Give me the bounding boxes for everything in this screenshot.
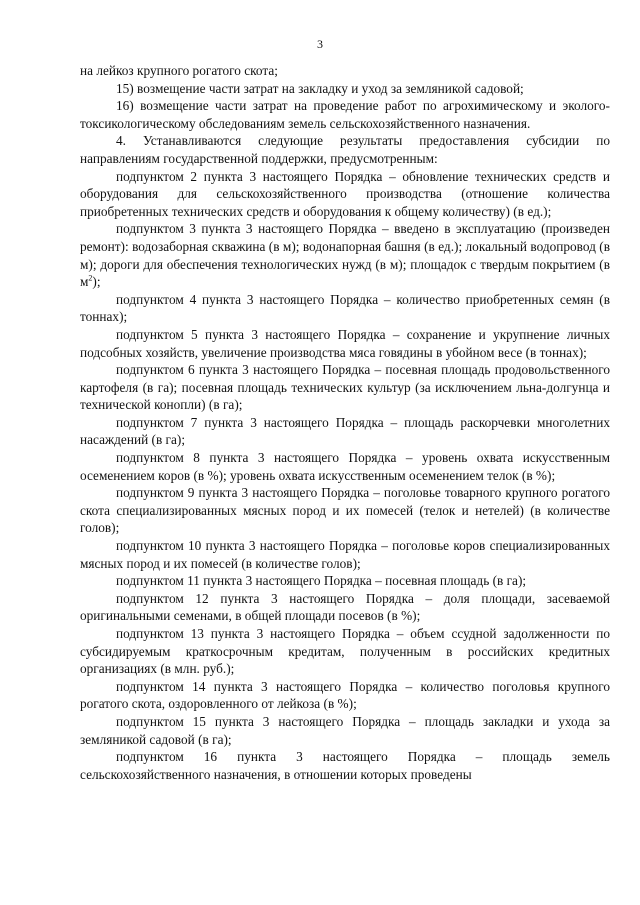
paragraph: подпунктом 10 пункта 3 настоящего Порядка – поголовье коров специализированных мясных пород и их помесей (в количестве голов);: [80, 538, 610, 571]
page-number: 3: [317, 37, 323, 51]
paragraph: подпунктом 13 пункта 3 настоящего Порядка – объем ссудной задолженности по субсидируемым краткосрочным кредитам, полученным в российских кредитных организациях (в млн. руб.);: [80, 626, 610, 677]
paragraph: подпунктом 7 пункта 3 настоящего Порядка – площадь раскорчевки многолетних насаждений (в га);: [80, 414, 610, 448]
paragraph: подпунктом 9 пункта 3 настоящего Порядка – поголовье товарного крупного рогатого скота специализированных мясных пород и их помесей (телок и нетелей) (в количестве голов);: [80, 485, 610, 536]
paragraph: 16) возмещение части затрат на проведение работ по агрохимическому и эколого-токсикологическому обследованиям земель сельскохозяйственного назначения.: [80, 98, 610, 131]
paragraph: подпунктом 15 пункта 3 настоящего Порядка – площадь закладки и ухода за земляникой садовой (в га);: [80, 713, 610, 747]
paragraph: подпунктом 6 пункта 3 настоящего Порядка – посевная площадь продовольственного картофеля (в га); посевная площадь технических культур (за исключением льна-долгунца и технической конопли) (в га);: [80, 362, 610, 413]
paragraph: подпунктом 2 пункта 3 настоящего Порядка – обновление технических средств и оборудования для сельскохозяйственного производства (отношение количества приобретенных технических средств и оборудования к общему количеству) (в ед.);: [80, 168, 610, 219]
paragraph-text: подпунктом 3 пункта 3 настоящего Порядка – введено в эксплуатацию (произведен ремонт): водозаборная скважина (в м); водонапорная башня (в ед.); локальный водопровод (в м); дороги для обеспечения технологических нужд (в м); площадок с твердым покрытием (в м: [80, 221, 610, 290]
paragraph: подпунктом 11 пункта 3 настоящего Порядка – посевная площадь (в га);: [116, 573, 527, 589]
paragraph: подпунктом 8 пункта 3 настоящего Порядка – уровень охвата искусственным осеменением коров (в %); уровень охвата искусственным осеменением телок (в %);: [80, 450, 610, 483]
paragraph: подпунктом 14 пункта 3 настоящего Порядка – количество поголовья крупного рогатого скота, оздоровленного от лейкоза (в %);: [80, 678, 610, 712]
paragraph: на лейкоз крупного рогатого скота;: [80, 63, 278, 78]
paragraph: подпунктом 5 пункта 3 настоящего Порядка – сохранение и укрупнение личных подсобных хозяйств, увеличение производства мяса говядины в убойном весе (в тоннах);: [80, 326, 610, 360]
document-body: [80, 62, 610, 783]
paragraph: [80, 220, 610, 290]
paragraph: подпунктом 12 пункта 3 настоящего Порядка – доля площади, засеваемой оригинальными семенами, в общей площади посевов (в %);: [80, 590, 610, 624]
paragraph-tail: );: [92, 274, 101, 290]
paragraph: подпунктом 4 пункта 3 настоящего Порядка – количество приобретенных семян (в тоннах);: [80, 291, 610, 325]
paragraph: подпунктом 16 пункта 3 настоящего Порядка – площадь земель сельскохозяйственного назначения, в отношении которых проведены: [80, 749, 610, 782]
paragraph: 15) возмещение части затрат на закладку и уход за земляникой садовой;: [116, 80, 524, 96]
superscript: 2: [88, 273, 93, 283]
paragraph: 4. Устанавливаются следующие результаты предоставления субсидии по направлениям государственной поддержки, предусмотренным:: [80, 133, 610, 166]
